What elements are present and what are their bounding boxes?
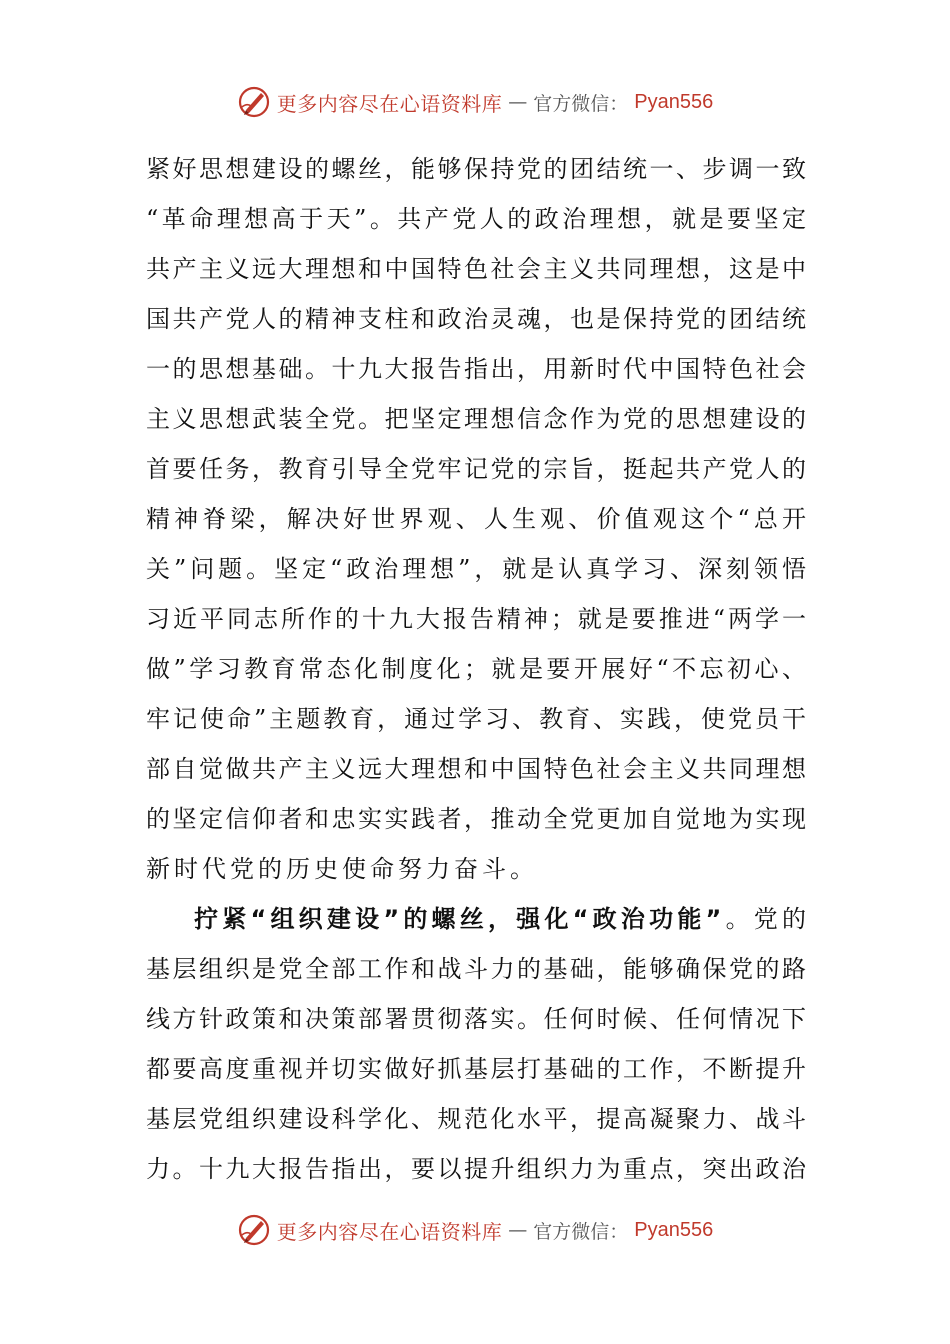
paragraph-2-first-line	[146, 894, 806, 944]
body-line: 基层党组织建设科学化、规范化水平，提高凝聚力、战斗	[146, 1105, 806, 1133]
body-line: 精神脊梁，解决好世界观、人生观、价值观这个“总开	[146, 505, 806, 533]
footer-dash: —	[508, 1219, 528, 1241]
body-line: 基层组织是党全部工作和战斗力的基础，能够确保党的路	[146, 955, 806, 983]
body-line: 首要任务，教育引导全党牢记党的宗旨，挺起共产党人的	[146, 455, 806, 483]
body-line: 关”问题。坚定“政治理想”，就是认真学习、深刻领悟	[146, 555, 806, 583]
footer-site-text: 更多内容尽在心语资料库	[276, 1219, 503, 1244]
header-dash: —	[508, 91, 528, 113]
header-contact-text: 官方微信：	[533, 92, 629, 115]
body-line: 习近平同志所作的十九大报告精神；就是要推进“两学一	[146, 605, 806, 633]
body-line: 共产主义远大理想和中国特色社会主义共同理想，这是中	[146, 255, 806, 283]
body-line: 做”学习教育常态化制度化；就是要开展好“不忘初心、	[146, 655, 806, 683]
body-line: 新时代党的历史使命努力奋斗。	[146, 855, 538, 883]
body-line: 部自觉做共产主义远大理想和中国特色社会主义共同理想	[146, 755, 806, 783]
footer-contact-text: 官方微信：	[533, 1220, 629, 1243]
header-site-text: 更多内容尽在心语资料库	[276, 91, 503, 116]
header-banner	[0, 82, 950, 122]
body-line: 线方针政策和决策部署贯彻落实。任何时候、任何情况下	[146, 1005, 806, 1033]
body-line: 的坚定信仰者和忠实实践者，推动全党更加自觉地为实现	[146, 805, 806, 833]
body-line: 都要高度重视并切实做好抓基层打基础的工作，不断提升	[146, 1055, 806, 1083]
body-line: 一的思想基础。十九大报告指出，用新时代中国特色社会	[146, 355, 806, 383]
body-line: 牢记使命”主题教育，通过学习、教育、实践，使党员干	[146, 705, 806, 733]
body-line: 力。十九大报告指出，要以提升组织力为重点，突出政治	[146, 1155, 806, 1183]
paragraph-2-heading: 拧紧“组织建设”的螺丝，强化“政治功能”	[194, 905, 722, 933]
body-line: 紧好思想建设的螺丝，能够保持党的团结统一、步调一致	[146, 155, 806, 183]
body-line: “革命理想高于天”。共产党人的政治理想，就是要坚定	[146, 205, 806, 233]
pen-logo-icon	[237, 85, 271, 119]
paragraph-2-first-rest: 。党的	[721, 905, 807, 933]
pen-logo-icon	[237, 1213, 271, 1247]
header-contact-id: Pyan556	[634, 90, 714, 113]
footer-contact-id: Pyan556	[634, 1218, 714, 1241]
body-line: 国共产党人的精神支柱和政治灵魂，也是保持党的团结统	[146, 305, 806, 333]
document-body	[146, 144, 806, 1194]
footer-banner	[0, 1210, 950, 1250]
body-line: 主义思想武装全党。把坚定理想信念作为党的思想建设的	[146, 405, 806, 433]
